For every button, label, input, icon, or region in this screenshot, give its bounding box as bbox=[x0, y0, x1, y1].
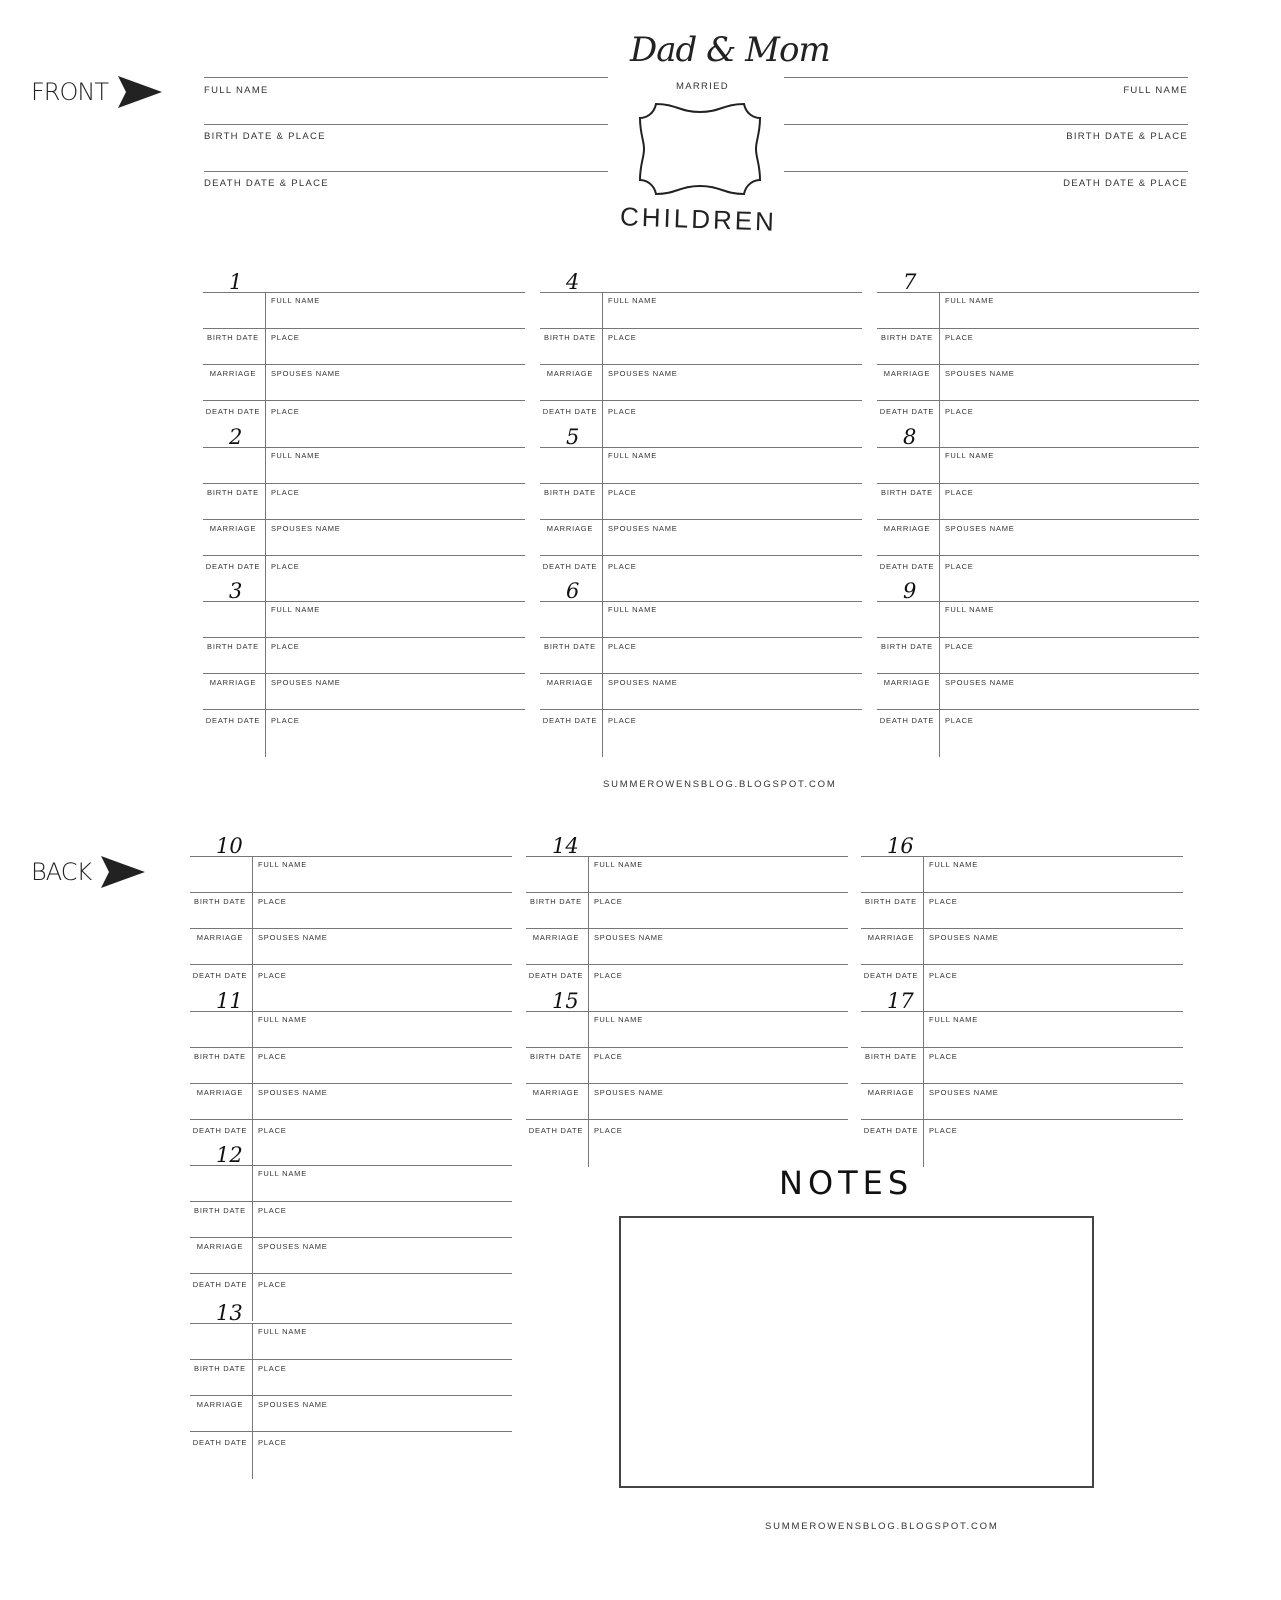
entry-line bbox=[203, 519, 525, 520]
child-entry[interactable] bbox=[190, 1301, 512, 1479]
entry-line bbox=[861, 1119, 1183, 1120]
spouses-name-label: SPOUSES NAME bbox=[929, 933, 999, 942]
birth-place-label: PLACE bbox=[608, 333, 637, 342]
entry-line bbox=[877, 637, 1199, 638]
death-date-label: DEATH DATE bbox=[879, 716, 935, 725]
marriage-label: MARRIAGE bbox=[883, 524, 931, 533]
spouses-name-label: SPOUSES NAME bbox=[258, 1088, 328, 1097]
birth-date-label: BIRTH DATE bbox=[194, 1052, 246, 1061]
entry-line bbox=[877, 709, 1199, 710]
death-place-label: PLACE bbox=[945, 716, 974, 725]
marriage-label: MARRIAGE bbox=[883, 678, 931, 687]
dad-death-line bbox=[204, 171, 608, 172]
entry-line bbox=[190, 1431, 512, 1432]
entry-divider bbox=[602, 601, 603, 757]
full-name-label: FULL NAME bbox=[258, 1327, 308, 1336]
entry-line bbox=[540, 555, 862, 556]
spouses-name-label: SPOUSES NAME bbox=[945, 369, 1015, 378]
death-place-label: PLACE bbox=[258, 971, 287, 980]
birth-place-label: PLACE bbox=[945, 488, 974, 497]
entry-line bbox=[203, 364, 525, 365]
entry-line bbox=[203, 555, 525, 556]
birth-date-label: BIRTH DATE bbox=[530, 897, 582, 906]
entry-line bbox=[203, 328, 525, 329]
entry-line bbox=[526, 1047, 848, 1048]
spouses-name-label: SPOUSES NAME bbox=[258, 933, 328, 942]
child-entry[interactable] bbox=[877, 579, 1199, 757]
arrow-right-icon bbox=[99, 856, 145, 888]
full-name-label: FULL NAME bbox=[271, 451, 321, 460]
birth-place-label: PLACE bbox=[271, 333, 300, 342]
death-place-label: PLACE bbox=[258, 1280, 287, 1289]
entry-line bbox=[877, 483, 1199, 484]
dad-full-name-label: FULL NAME bbox=[204, 85, 269, 96]
birth-place-label: PLACE bbox=[594, 897, 623, 906]
death-place-label: PLACE bbox=[608, 562, 637, 571]
entry-line bbox=[190, 1359, 512, 1360]
birth-date-label: BIRTH DATE bbox=[207, 488, 259, 497]
death-date-label: DEATH DATE bbox=[879, 407, 935, 416]
birth-place-label: PLACE bbox=[929, 897, 958, 906]
entry-line bbox=[526, 892, 848, 893]
entry-divider bbox=[939, 447, 940, 603]
child-entry[interactable] bbox=[190, 1143, 512, 1321]
entry-divider bbox=[265, 601, 266, 757]
child-number: 14 bbox=[552, 834, 579, 858]
birth-date-label: BIRTH DATE bbox=[194, 1364, 246, 1373]
marriage-label: MARRIAGE bbox=[546, 524, 594, 533]
child-number: 7 bbox=[903, 270, 917, 294]
death-place-label: PLACE bbox=[271, 716, 300, 725]
child-entry[interactable] bbox=[203, 579, 525, 757]
entry-line bbox=[203, 601, 525, 602]
entry-line bbox=[526, 856, 848, 857]
death-place-label: PLACE bbox=[929, 971, 958, 980]
death-date-label: DEATH DATE bbox=[863, 971, 919, 980]
death-date-label: DEATH DATE bbox=[192, 1438, 248, 1447]
entry-line bbox=[203, 483, 525, 484]
death-date-label: DEATH DATE bbox=[879, 562, 935, 571]
full-name-label: FULL NAME bbox=[608, 451, 658, 460]
birth-place-label: PLACE bbox=[258, 1364, 287, 1373]
child-entry[interactable] bbox=[540, 270, 862, 448]
entry-line bbox=[190, 1273, 512, 1274]
death-place-label: PLACE bbox=[594, 1126, 623, 1135]
child-number: 10 bbox=[216, 834, 243, 858]
entry-line bbox=[203, 637, 525, 638]
entry-line bbox=[203, 709, 525, 710]
death-date-label: DEATH DATE bbox=[192, 971, 248, 980]
marriage-label: MARRIAGE bbox=[532, 1088, 580, 1097]
notes-box[interactable] bbox=[619, 1216, 1094, 1488]
spouses-name-label: SPOUSES NAME bbox=[594, 933, 664, 942]
marriage-label: MARRIAGE bbox=[546, 678, 594, 687]
death-place-label: PLACE bbox=[608, 407, 637, 416]
birth-place-label: PLACE bbox=[608, 642, 637, 651]
spouses-name-label: SPOUSES NAME bbox=[594, 1088, 664, 1097]
death-place-label: PLACE bbox=[258, 1438, 287, 1447]
marriage-label: MARRIAGE bbox=[867, 1088, 915, 1097]
child-entry[interactable] bbox=[877, 270, 1199, 448]
spouses-name-label: SPOUSES NAME bbox=[271, 369, 341, 378]
entry-line bbox=[190, 1237, 512, 1238]
marriage-date-frame bbox=[636, 100, 764, 198]
entry-line bbox=[877, 673, 1199, 674]
spouses-name-label: SPOUSES NAME bbox=[608, 524, 678, 533]
spouses-name-label: SPOUSES NAME bbox=[608, 678, 678, 687]
full-name-label: FULL NAME bbox=[945, 296, 995, 305]
entry-line bbox=[540, 519, 862, 520]
marriage-label: MARRIAGE bbox=[532, 933, 580, 942]
entry-line bbox=[526, 1119, 848, 1120]
entry-divider bbox=[923, 856, 924, 1012]
child-number: 2 bbox=[229, 425, 243, 449]
death-date-label: DEATH DATE bbox=[528, 1126, 584, 1135]
birth-date-label: BIRTH DATE bbox=[207, 642, 259, 651]
entry-divider bbox=[265, 447, 266, 603]
birth-date-label: BIRTH DATE bbox=[544, 642, 596, 651]
birth-place-label: PLACE bbox=[258, 897, 287, 906]
child-number: 1 bbox=[229, 270, 243, 294]
death-place-label: PLACE bbox=[271, 562, 300, 571]
birth-place-label: PLACE bbox=[271, 642, 300, 651]
entry-line bbox=[540, 601, 862, 602]
child-number: 13 bbox=[216, 1301, 243, 1325]
birth-place-label: PLACE bbox=[945, 333, 974, 342]
child-number: 4 bbox=[566, 270, 580, 294]
full-name-label: FULL NAME bbox=[929, 860, 979, 869]
birth-date-label: BIRTH DATE bbox=[544, 488, 596, 497]
entry-line bbox=[540, 292, 862, 293]
full-name-label: FULL NAME bbox=[945, 451, 995, 460]
entry-line bbox=[540, 637, 862, 638]
birth-date-label: BIRTH DATE bbox=[207, 333, 259, 342]
child-entry[interactable] bbox=[877, 425, 1199, 603]
death-date-label: DEATH DATE bbox=[205, 716, 261, 725]
children-heading: CHILDREN bbox=[619, 201, 778, 237]
mom-name-line bbox=[784, 77, 1188, 78]
entry-line bbox=[540, 709, 862, 710]
entry-line bbox=[526, 1011, 848, 1012]
entry-line bbox=[190, 1323, 512, 1324]
back-footer: SUMMEROWENSBLOG.BLOGSPOT.COM bbox=[765, 1521, 999, 1532]
entry-line bbox=[861, 892, 1183, 893]
death-date-label: DEATH DATE bbox=[192, 1126, 248, 1135]
birth-date-label: BIRTH DATE bbox=[865, 1052, 917, 1061]
entry-line bbox=[877, 519, 1199, 520]
death-date-label: DEATH DATE bbox=[542, 407, 598, 416]
spouses-name-label: SPOUSES NAME bbox=[258, 1242, 328, 1251]
entry-line bbox=[877, 400, 1199, 401]
marriage-label: MARRIAGE bbox=[209, 524, 257, 533]
marriage-label: MARRIAGE bbox=[209, 678, 257, 687]
marriage-label: MARRIAGE bbox=[867, 933, 915, 942]
mom-birth-label: BIRTH DATE & PLACE bbox=[1066, 131, 1188, 142]
entry-line bbox=[190, 1201, 512, 1202]
child-entry[interactable] bbox=[540, 579, 862, 757]
entry-line bbox=[203, 292, 525, 293]
entry-divider bbox=[939, 292, 940, 448]
back-label bbox=[31, 856, 145, 888]
full-name-label: FULL NAME bbox=[608, 605, 658, 614]
entry-divider bbox=[602, 447, 603, 603]
marriage-label: MARRIAGE bbox=[196, 1088, 244, 1097]
front-label bbox=[31, 76, 162, 108]
birth-date-label: BIRTH DATE bbox=[544, 333, 596, 342]
child-entry[interactable] bbox=[203, 425, 525, 603]
marriage-label: MARRIAGE bbox=[196, 933, 244, 942]
full-name-label: FULL NAME bbox=[945, 605, 995, 614]
notes-title: NOTES bbox=[779, 1164, 914, 1202]
dad-birth-label: BIRTH DATE & PLACE bbox=[204, 131, 326, 142]
birth-place-label: PLACE bbox=[258, 1206, 287, 1215]
entry-line bbox=[540, 673, 862, 674]
front-footer: SUMMEROWENSBLOG.BLOGSPOT.COM bbox=[603, 779, 837, 790]
entry-line bbox=[540, 400, 862, 401]
entry-line bbox=[861, 856, 1183, 857]
spouses-name-label: SPOUSES NAME bbox=[271, 524, 341, 533]
entry-divider bbox=[265, 292, 266, 448]
marriage-label: MARRIAGE bbox=[546, 369, 594, 378]
entry-line bbox=[877, 328, 1199, 329]
birth-place-label: PLACE bbox=[929, 1052, 958, 1061]
death-place-label: PLACE bbox=[945, 407, 974, 416]
entry-line bbox=[540, 364, 862, 365]
entry-line bbox=[203, 673, 525, 674]
death-date-label: DEATH DATE bbox=[528, 971, 584, 980]
entry-divider bbox=[252, 1165, 253, 1321]
entry-line bbox=[190, 928, 512, 929]
entry-line bbox=[190, 1165, 512, 1166]
death-place-label: PLACE bbox=[608, 716, 637, 725]
child-entry[interactable] bbox=[203, 270, 525, 448]
spouses-name-label: SPOUSES NAME bbox=[608, 369, 678, 378]
marriage-label: MARRIAGE bbox=[209, 369, 257, 378]
birth-place-label: PLACE bbox=[258, 1052, 287, 1061]
entry-line bbox=[190, 1119, 512, 1120]
marriage-label: MARRIAGE bbox=[196, 1400, 244, 1409]
child-number: 12 bbox=[216, 1143, 243, 1167]
front-label-text: FRONT bbox=[31, 78, 108, 106]
entry-line bbox=[190, 1011, 512, 1012]
death-date-label: DEATH DATE bbox=[542, 716, 598, 725]
full-name-label: FULL NAME bbox=[258, 860, 308, 869]
full-name-label: FULL NAME bbox=[929, 1015, 979, 1024]
entry-divider bbox=[588, 1011, 589, 1167]
entry-line bbox=[861, 1011, 1183, 1012]
entry-line bbox=[203, 447, 525, 448]
full-name-label: FULL NAME bbox=[608, 296, 658, 305]
parents-title: Dad & Mom bbox=[630, 30, 830, 70]
mom-death-line bbox=[784, 171, 1188, 172]
entry-divider bbox=[602, 292, 603, 448]
entry-line bbox=[190, 1395, 512, 1396]
birth-place-label: PLACE bbox=[608, 488, 637, 497]
birth-date-label: BIRTH DATE bbox=[194, 1206, 246, 1215]
entry-line bbox=[861, 1083, 1183, 1084]
entry-line bbox=[877, 447, 1199, 448]
child-entry[interactable] bbox=[540, 425, 862, 603]
birth-place-label: PLACE bbox=[594, 1052, 623, 1061]
married-label: MARRIED bbox=[676, 81, 729, 92]
child-number: 17 bbox=[887, 989, 914, 1013]
death-date-label: DEATH DATE bbox=[192, 1280, 248, 1289]
entry-divider bbox=[252, 856, 253, 1012]
full-name-label: FULL NAME bbox=[594, 860, 644, 869]
spouses-name-label: SPOUSES NAME bbox=[945, 524, 1015, 533]
death-place-label: PLACE bbox=[594, 971, 623, 980]
child-number: 11 bbox=[216, 989, 243, 1013]
death-place-label: PLACE bbox=[271, 407, 300, 416]
death-place-label: PLACE bbox=[258, 1126, 287, 1135]
entry-line bbox=[190, 856, 512, 857]
entry-line bbox=[190, 964, 512, 965]
entry-line bbox=[861, 1047, 1183, 1048]
entry-line bbox=[877, 364, 1199, 365]
entry-line bbox=[877, 292, 1199, 293]
mom-death-label: DEATH DATE & PLACE bbox=[1063, 178, 1188, 189]
entry-line bbox=[861, 964, 1183, 965]
child-entry[interactable] bbox=[861, 989, 1183, 1167]
entry-line bbox=[526, 928, 848, 929]
full-name-label: FULL NAME bbox=[594, 1015, 644, 1024]
entry-line bbox=[540, 483, 862, 484]
entry-divider bbox=[588, 856, 589, 1012]
entry-line bbox=[190, 1047, 512, 1048]
dad-birth-line bbox=[204, 124, 608, 125]
child-number: 15 bbox=[552, 989, 579, 1013]
death-date-label: DEATH DATE bbox=[542, 562, 598, 571]
child-number: 9 bbox=[903, 579, 917, 603]
arrow-right-icon bbox=[116, 76, 162, 108]
entry-divider bbox=[939, 601, 940, 757]
birth-date-label: BIRTH DATE bbox=[881, 333, 933, 342]
full-name-label: FULL NAME bbox=[271, 296, 321, 305]
entry-line bbox=[526, 964, 848, 965]
full-name-label: FULL NAME bbox=[271, 605, 321, 614]
entry-line bbox=[526, 1083, 848, 1084]
entry-line bbox=[540, 328, 862, 329]
entry-line bbox=[190, 1083, 512, 1084]
death-place-label: PLACE bbox=[929, 1126, 958, 1135]
mom-birth-line bbox=[784, 124, 1188, 125]
child-number: 8 bbox=[903, 425, 917, 449]
birth-date-label: BIRTH DATE bbox=[530, 1052, 582, 1061]
dad-death-label: DEATH DATE & PLACE bbox=[204, 178, 329, 189]
entry-divider bbox=[923, 1011, 924, 1167]
spouses-name-label: SPOUSES NAME bbox=[929, 1088, 999, 1097]
birth-date-label: BIRTH DATE bbox=[865, 897, 917, 906]
child-number: 3 bbox=[229, 579, 243, 603]
death-place-label: PLACE bbox=[945, 562, 974, 571]
birth-place-label: PLACE bbox=[271, 488, 300, 497]
back-label-text: BACK bbox=[31, 858, 92, 886]
birth-place-label: PLACE bbox=[945, 642, 974, 651]
full-name-label: FULL NAME bbox=[258, 1015, 308, 1024]
entry-line bbox=[861, 928, 1183, 929]
child-number: 16 bbox=[887, 834, 914, 858]
spouses-name-label: SPOUSES NAME bbox=[258, 1400, 328, 1409]
entry-divider bbox=[252, 1323, 253, 1479]
death-date-label: DEATH DATE bbox=[205, 407, 261, 416]
entry-line bbox=[203, 400, 525, 401]
death-date-label: DEATH DATE bbox=[863, 1126, 919, 1135]
entry-line bbox=[540, 447, 862, 448]
mom-full-name-label: FULL NAME bbox=[1123, 85, 1188, 96]
entry-line bbox=[877, 601, 1199, 602]
marriage-label: MARRIAGE bbox=[883, 369, 931, 378]
birth-date-label: BIRTH DATE bbox=[881, 488, 933, 497]
dad-name-line bbox=[204, 77, 608, 78]
entry-line bbox=[190, 892, 512, 893]
entry-line bbox=[877, 555, 1199, 556]
marriage-label: MARRIAGE bbox=[196, 1242, 244, 1251]
child-entry[interactable] bbox=[526, 989, 848, 1167]
spouses-name-label: SPOUSES NAME bbox=[271, 678, 341, 687]
child-number: 5 bbox=[566, 425, 580, 449]
child-number: 6 bbox=[566, 579, 580, 603]
death-date-label: DEATH DATE bbox=[205, 562, 261, 571]
entry-divider bbox=[252, 1011, 253, 1167]
birth-date-label: BIRTH DATE bbox=[881, 642, 933, 651]
full-name-label: FULL NAME bbox=[258, 1169, 308, 1178]
birth-date-label: BIRTH DATE bbox=[194, 897, 246, 906]
spouses-name-label: SPOUSES NAME bbox=[945, 678, 1015, 687]
